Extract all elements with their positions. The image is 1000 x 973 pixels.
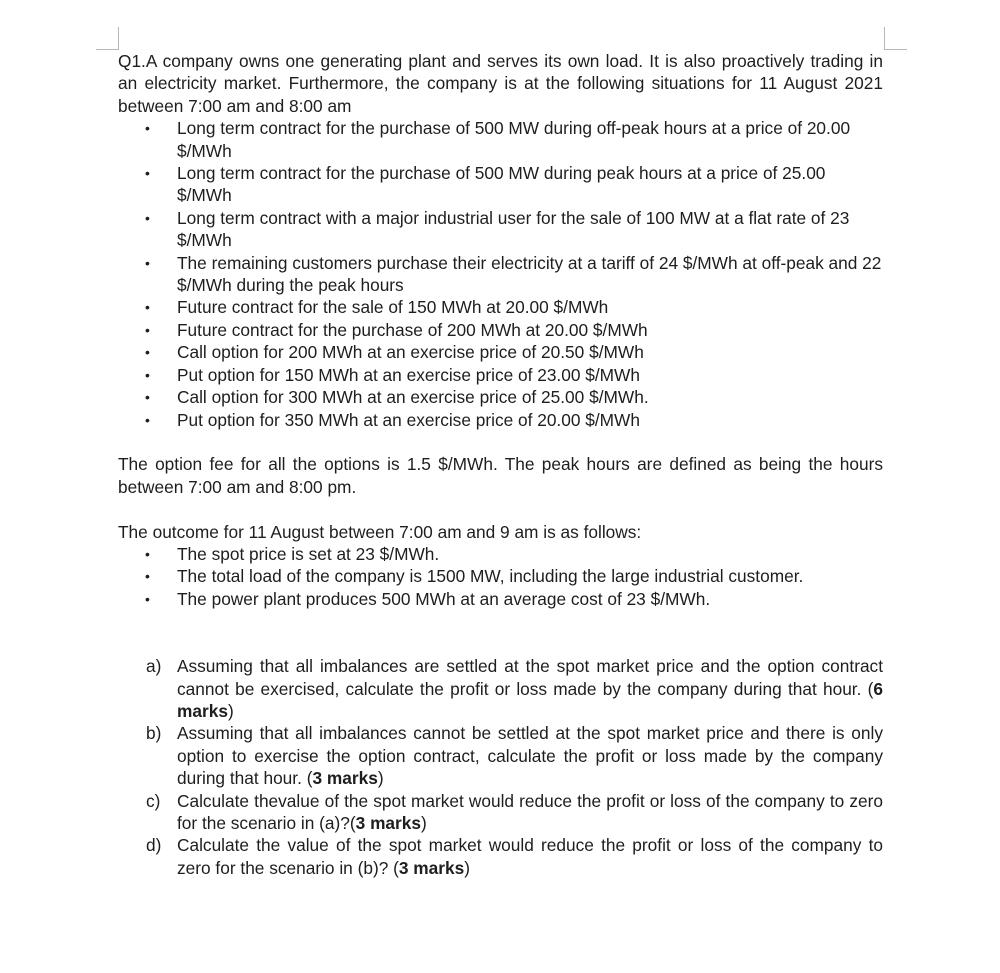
spacer [118,610,883,655]
situation-item: • The remaining customers purchase their electricity at a tariff of 24 $/MWh at off-peak and 22 $/MWh during the peak hours [118,252,883,297]
question-number: Q1. [118,51,146,71]
page-corner-mark-top-left [96,27,119,50]
part-suffix: ) [227,700,234,721]
situation-item: • Future contract for the sale of 150 MWh at 20.00 $/MWh [118,296,883,318]
situation-item: • Put option for 350 MWh at an exercise price of 20.00 $/MWh [118,409,883,431]
question-part-b [118,722,883,789]
document-body [118,50,883,879]
page-corner-mark-top-right [884,27,907,50]
situation-item: • Call option for 300 MWh at an exercise price of 25.00 $/MWh. [118,386,883,408]
part-suffix: ) [377,768,384,789]
situation-item: • Put option for 150 MWh at an exercise price of 23.00 $/MWh [118,364,883,386]
situation-item: • Future contract for the purchase of 200 MWh at 20.00 $/MWh [118,319,883,341]
marks-label: 3 marks [312,768,378,789]
situation-item: • Long term contract for the purchase of 500 MW during peak hours at a price of 25.00 $/MWh [118,162,883,207]
question-part-d [118,834,883,879]
question-parts-list [118,655,883,879]
part-label: d) [146,835,162,856]
outcome-item: • The power plant produces 500 MWh at an average cost of 23 $/MWh. [118,588,883,610]
question-part-a [118,655,883,722]
part-text: Calculate thevalue of the spot market would reduce the profit or loss of the company to zero for the scenario in (a)?( [177,790,883,833]
outcome-intro: The outcome for 11 August between 7:00 am and 9 am is as follows: [118,521,642,542]
part-text: Assuming that all imbalances cannot be settled at the spot market price and there is only option to exercise the option contract, calculate the profit or loss made by the company during that hour. ( [177,723,883,789]
option-fee-paragraph: The option fee for all the options is 1.5 $/MWh. The peak hours are defined as being the hours between 7:00 am and 8:00 pm. [118,454,883,497]
part-label: c) [146,790,161,811]
part-suffix: ) [464,857,470,878]
situations-list [118,117,883,431]
marks-label: 3 marks [355,812,421,833]
part-text: Calculate the value of the spot market would reduce the profit or loss of the company to zero for the scenario in (b)? ( [177,835,883,878]
outcome-item: • The spot price is set at 23 $/MWh. [118,543,883,565]
situation-item: • Long term contract with a major industrial user for the sale of 100 MW at a flat rate of 23 $/MWh [118,207,883,252]
part-suffix: ) [421,812,427,833]
situation-item: • Long term contract for the purchase of 500 MW during off-peak hours at a price of 20.00 $/MWh [118,117,883,162]
part-text: Assuming that all imbalances are settled at the spot market price and the option contract cannot be exercised, calculate the profit or loss made by the company during that hour. ( [177,656,883,699]
situation-item: • Call option for 200 MWh at an exercise price of 20.50 $/MWh [118,341,883,363]
question-intro [118,50,883,117]
part-label: a) [146,656,162,677]
question-part-c [118,790,883,835]
spacer [118,498,883,520]
outcome-item: • The total load of the company is 1500 MW, including the large industrial customer. [118,565,883,587]
outcomes-list [118,543,883,610]
spacer [118,431,883,453]
part-label: b) [146,723,162,744]
question-intro-text: A company owns one generating plant and serves its own load. It is also proactively trading in an electricity market. Furthermore, the company is at the following situations for 11 August 2021 between 7:00 am and 8:00 am [118,51,883,116]
marks-label: 6 marks [177,678,883,721]
marks-label: 3 marks [398,857,465,878]
